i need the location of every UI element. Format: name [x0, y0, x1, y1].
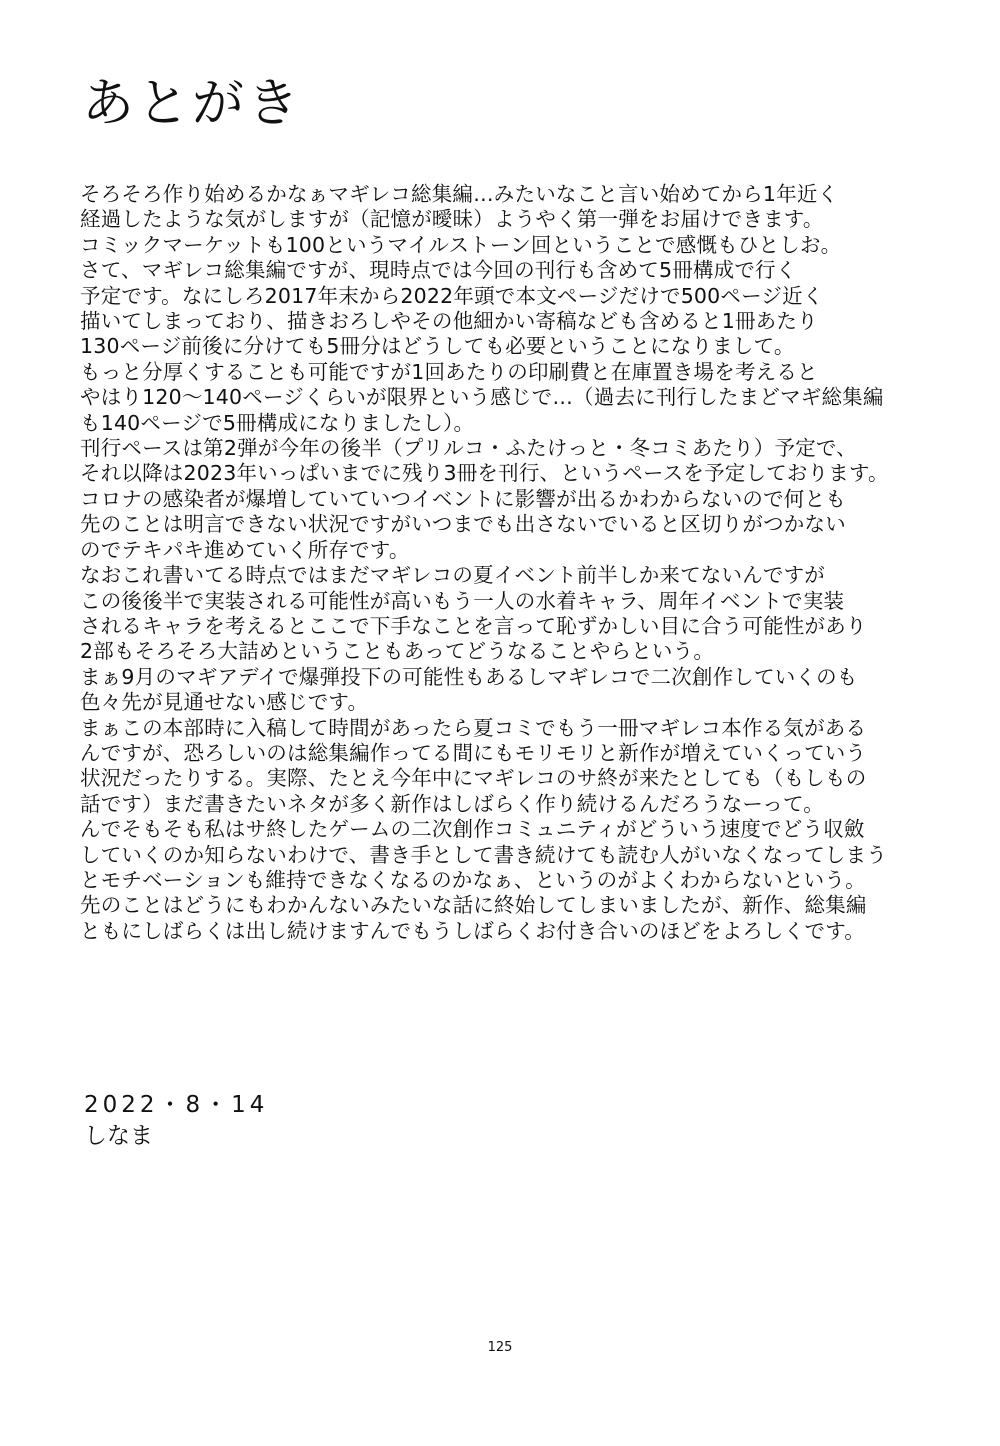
body-line: 話です）まだ書きたいネタが多く新作はしばらく作り続けるんだろうなーって。 [80, 791, 824, 816]
page-title: あとがき [82, 74, 303, 134]
body-line: も140ページで5冊構成になりましたし）。 [80, 410, 475, 435]
body-line: それ以降は2023年いっぱいまでに残り3冊を刊行、というペースを予定しております。 [80, 461, 889, 486]
body-line: 予定です。なにしろ2017年末から2022年頭で本文ページだけで500ページ近く [80, 283, 824, 308]
afterword-body [80, 182, 930, 944]
body-line: んですが、恐ろしいのは総集編作ってる間にもモリモリと新作が増えていくっていう [80, 740, 867, 765]
body-line: 状況だったりする。実際、たとえ今年中にマギレコのサ終が来たとしても（もしもの [80, 766, 867, 791]
body-line: やはり120～140ページくらいが限界という感じで…（過去に刊行したまどマギ総集編 [80, 385, 884, 410]
body-line: ともにしばらくは出し続けますんでもうしばらくお付き合いのほどをよろしくです。 [80, 918, 865, 943]
body-line: 描いてしまっており、描きおろしやその他細かい寄稿なども含めると1冊あたり [80, 309, 818, 334]
body-line: とモチベーションも維持できなくなるのかなぁ、というのがよくわからないという。 [80, 867, 866, 892]
body-line: そろそろ作り始めるかなぁマギレコ総集編…みたいなこと言い始めてから1年近く [80, 182, 839, 206]
body-line: 刊行ペースは第2弾が今年の後半（プリルコ・ふたけっと・冬コミあたり）予定で、 [80, 436, 857, 461]
author-signature: しなま [84, 1123, 153, 1149]
body-line: のでテキパキ進めていく所存です。 [80, 537, 410, 562]
body-line: コミックマーケットも100というマイルストーン回ということで感慨もひとしお。 [80, 232, 842, 257]
body-line: コロナの感染者が爆増していていつイベントに影響が出るかわからないので何とも [80, 486, 846, 511]
body-line: 先のことは明言できない状況ですがいつまでも出さないでいると区切りがつかない [80, 512, 846, 537]
body-line: んでそもそも私はサ終したゲームの二次創作コミュニティがどういう速度でどう収斂 [80, 817, 865, 842]
body-line: 色々先が見通せない感じです。 [80, 690, 369, 715]
body-line: していくのか知らないわけで、書き手として書き続けても読む人がいなくなってしまう [80, 842, 887, 867]
body-line: されるキャラを考えるとここで下手なことを言って恥ずかしい目に合う可能性があり [80, 613, 867, 638]
body-line: まぁ9月のマギアデイで爆弾投下の可能性もあるしマギレコで二次創作していくのも [80, 664, 858, 689]
page-number: 125 [487, 1340, 513, 1355]
body-line: 130ページ前後に分けても5冊分はどうしても必要ということになりまして。 [80, 334, 795, 359]
body-line: 先のことはどうにもわかんないみたいな話に終始してしまいましたが、新作、総集編 [80, 893, 867, 918]
body-line: もっと分厚くすることも可能ですが1回あたりの印刷費と在庫置き場を考えると [80, 359, 818, 384]
body-line: 経過したような気がしますが（記憶が曖昧）ようやく第一弾をお届けできます。 [80, 207, 824, 232]
body-line: さて、マギレコ総集編ですが、現時点では今回の刊行も含めて5冊構成で行く [80, 258, 797, 283]
body-line: この後後半で実装される可能性が高いもう一人の水着キャラ、周年イベントで実装 [80, 588, 845, 613]
body-line: まぁこの本部時に入稿して時間があったら夏コミでもう一冊マギレコ本作る気がある [80, 715, 867, 740]
body-line: なおこれ書いてる時点ではまだマギレコの夏イベント前半しか来てないんですが [80, 563, 825, 588]
date-line: 2022・8・14 [84, 1092, 269, 1118]
body-line: 2部もそろそろ大詰めということもあってどうなることやらという。 [80, 639, 715, 664]
